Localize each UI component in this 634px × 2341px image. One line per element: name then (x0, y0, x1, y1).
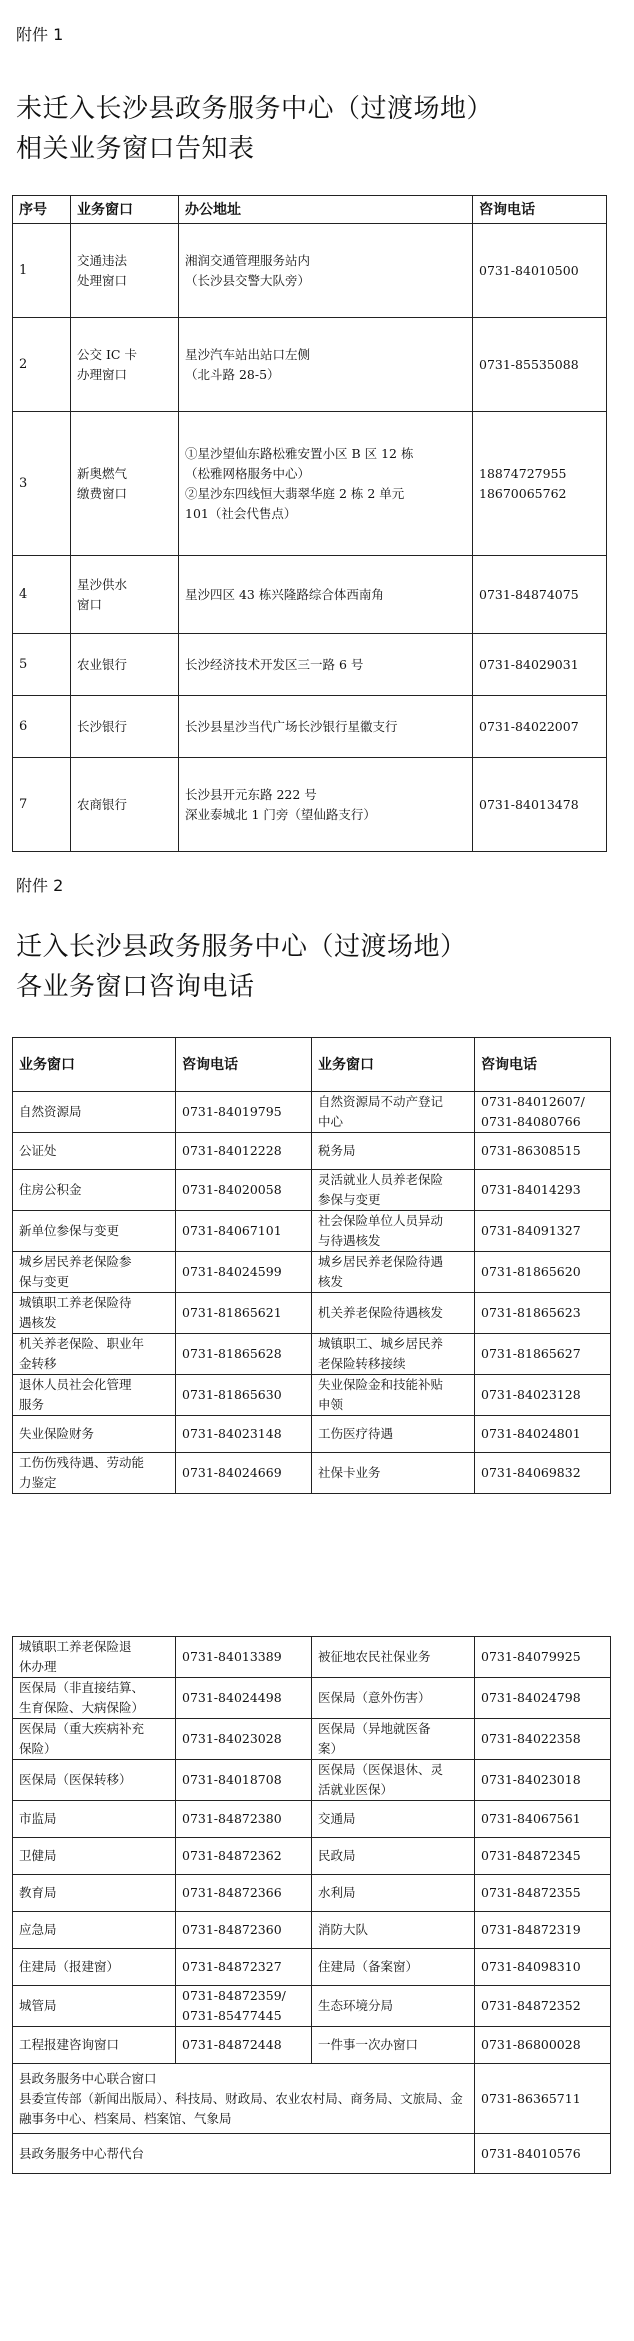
annex2-header-phone-right: 咨询电话 (475, 1038, 611, 1092)
cell-phone-left: 0731-84024669 (176, 1453, 312, 1494)
row-window: 新奥燃气 缴费窗口 (71, 412, 179, 556)
cell-window-left: 自然资源局 (13, 1092, 176, 1133)
table-row (13, 1838, 611, 1875)
cell-window-left: 城管局 (13, 1986, 176, 2027)
row-window: 星沙供水 窗口 (71, 556, 179, 634)
cell-window-left: 住建局（报建窗） (13, 1949, 176, 1986)
table-row (13, 1912, 611, 1949)
cell-window-left: 卫健局 (13, 1838, 176, 1875)
cell-phone-right: 0731-84023128 (475, 1375, 611, 1416)
table-row (13, 1293, 611, 1334)
cell-phone-right: 0731-84024798 (475, 1678, 611, 1719)
table-row (13, 1986, 611, 2027)
annex1-title-line1: 未迁入长沙县政务服务中心（过渡场地） (16, 94, 494, 124)
cell-window-right: 机关养老保险待遇核发 (312, 1293, 475, 1334)
table-row (13, 1678, 611, 1719)
cell-window-right: 被征地农民社保业务 (312, 1637, 475, 1678)
table-row (13, 318, 607, 412)
cell-window-left: 医保局（非直接结算、 生育保险、大病保险） (13, 1678, 176, 1719)
cell-phone-left: 0731-84020058 (176, 1170, 312, 1211)
cell-phone-right: 0731-86308515 (475, 1133, 611, 1170)
cell-window-right: 城乡居民养老保险待遇 核发 (312, 1252, 475, 1293)
cell-window-left: 城镇职工养老保险待 遇核发 (13, 1293, 176, 1334)
cell-phone-right: 0731-84098310 (475, 1949, 611, 1986)
cell-phone-left: 0731-81865630 (176, 1375, 312, 1416)
annex2-header-window-right: 业务窗口 (312, 1038, 475, 1092)
table-row (13, 1949, 611, 1986)
cell-phone-left: 0731-84872448 (176, 2027, 312, 2064)
table-row (13, 412, 607, 556)
agency-window-phone: 0731-84010576 (475, 2134, 611, 2174)
cell-window-left: 应急局 (13, 1912, 176, 1949)
annex2-title-line1: 迁入长沙县政务服务中心（过渡场地） (16, 932, 467, 962)
cell-window-left: 医保局（重大疾病补充 保险） (13, 1719, 176, 1760)
annex2-header-row (13, 1038, 611, 1092)
cell-window-right: 消防大队 (312, 1912, 475, 1949)
cell-window-left: 公证处 (13, 1133, 176, 1170)
cell-phone-left: 0731-84018708 (176, 1760, 312, 1801)
annex1-header-address: 办公地址 (179, 196, 473, 224)
cell-window-left: 教育局 (13, 1875, 176, 1912)
cell-window-left: 工伤伤残待遇、劳动能 力鉴定 (13, 1453, 176, 1494)
table-row (13, 1170, 611, 1211)
table-row (13, 1211, 611, 1252)
cell-phone-left: 0731-84012228 (176, 1133, 312, 1170)
annex2-table-b (12, 1636, 611, 2174)
table-row (13, 1453, 611, 1494)
row-no: 4 (13, 556, 71, 634)
annex1-title-line2: 相关业务窗口告知表 (16, 134, 255, 164)
table-row (13, 1252, 611, 1293)
table-row (13, 1133, 611, 1170)
table-row (13, 696, 607, 758)
cell-phone-right: 0731-84024801 (475, 1416, 611, 1453)
agency-window-text: 县政务服务中心帮代台 (13, 2134, 475, 2174)
table-row (13, 1092, 611, 1133)
cell-window-right: 交通局 (312, 1801, 475, 1838)
cell-window-left: 城镇职工养老保险退 休办理 (13, 1637, 176, 1678)
row-no: 6 (13, 696, 71, 758)
row-no: 5 (13, 634, 71, 696)
annex2-header-window-left: 业务窗口 (13, 1038, 176, 1092)
cell-window-left: 失业保险财务 (13, 1416, 176, 1453)
cell-phone-left: 0731-84872359/ 0731-85477445 (176, 1986, 312, 2027)
cell-phone-left: 0731-84019795 (176, 1092, 312, 1133)
row-no: 2 (13, 318, 71, 412)
annex2-label: 附件 2 (16, 876, 64, 895)
joint-window-text: 县政务服务中心联合窗口 县委宣传部（新闻出版局）、科技局、财政局、农业农村局、商务局、文旅局、金融事务中心、档案局、档案馆、气象局 (13, 2064, 475, 2134)
cell-window-right: 工伤医疗待遇 (312, 1416, 475, 1453)
joint-window-row (13, 2064, 611, 2134)
cell-window-left: 城乡居民养老保险参 保与变更 (13, 1252, 176, 1293)
cell-window-right: 医保局（医保退休、灵 活就业医保） (312, 1760, 475, 1801)
annex1-header-no: 序号 (13, 196, 71, 224)
joint-window-phone: 0731-86365711 (475, 2064, 611, 2134)
table-row (13, 1416, 611, 1453)
cell-window-left: 工程报建咨询窗口 (13, 2027, 176, 2064)
cell-window-left: 医保局（医保转移） (13, 1760, 176, 1801)
annex1-header-window: 业务窗口 (71, 196, 179, 224)
row-no: 1 (13, 224, 71, 318)
cell-phone-left: 0731-84067101 (176, 1211, 312, 1252)
cell-phone-right: 0731-84014293 (475, 1170, 611, 1211)
row-phone: 0731-84010500 (473, 224, 607, 318)
cell-window-right: 住建局（备案窗） (312, 1949, 475, 1986)
row-phone: 0731-85535088 (473, 318, 607, 412)
cell-phone-right: 0731-84872319 (475, 1912, 611, 1949)
cell-phone-left: 0731-84872360 (176, 1912, 312, 1949)
cell-phone-right: 0731-84872355 (475, 1875, 611, 1912)
row-phone: 0731-84022007 (473, 696, 607, 758)
cell-window-right: 自然资源局不动产登记 中心 (312, 1092, 475, 1133)
cell-window-right: 税务局 (312, 1133, 475, 1170)
row-address: 长沙经济技术开发区三一路 6 号 (179, 634, 473, 696)
cell-phone-right: 0731-81865627 (475, 1334, 611, 1375)
row-address: 长沙县开元东路 222 号 深业泰城北 1 门旁（望仙路支行） (179, 758, 473, 852)
row-phone: 18874727955 18670065762 (473, 412, 607, 556)
cell-phone-left: 0731-84013389 (176, 1637, 312, 1678)
table-row (13, 758, 607, 852)
table-row (13, 1719, 611, 1760)
cell-window-right: 社会保险单位人员异动 与待遇核发 (312, 1211, 475, 1252)
cell-phone-left: 0731-84023028 (176, 1719, 312, 1760)
cell-phone-left: 0731-84872366 (176, 1875, 312, 1912)
cell-window-right: 水利局 (312, 1875, 475, 1912)
cell-phone-right: 0731-84067561 (475, 1801, 611, 1838)
cell-phone-left: 0731-84024599 (176, 1252, 312, 1293)
annex1-header-phone: 咨询电话 (473, 196, 607, 224)
annex2-table-a (12, 1037, 611, 1494)
row-address: ①星沙望仙东路松雅安置小区 B 区 12 栋 （松雅网格服务中心） ②星沙东四线恒大翡翠华庭 2 栋 2 单元 101（社会代售点） (179, 412, 473, 556)
row-phone: 0731-84013478 (473, 758, 607, 852)
cell-phone-right: 0731-84091327 (475, 1211, 611, 1252)
cell-window-left: 新单位参保与变更 (13, 1211, 176, 1252)
cell-phone-right: 0731-84872352 (475, 1986, 611, 2027)
row-no: 7 (13, 758, 71, 852)
cell-window-right: 失业保险金和技能补贴 申领 (312, 1375, 475, 1416)
row-address: 星沙四区 43 栋兴隆路综合体西南角 (179, 556, 473, 634)
row-window: 交通违法 处理窗口 (71, 224, 179, 318)
cell-phone-left: 0731-84023148 (176, 1416, 312, 1453)
table-row (13, 1375, 611, 1416)
row-address: 湘润交通管理服务站内 （长沙县交警大队旁） (179, 224, 473, 318)
table-row (13, 1334, 611, 1375)
cell-window-left: 机关养老保险、职业年 金转移 (13, 1334, 176, 1375)
row-address: 长沙县星沙当代广场长沙银行星徽支行 (179, 696, 473, 758)
annex2-header-phone-left: 咨询电话 (176, 1038, 312, 1092)
cell-window-right: 灵活就业人员养老保险 参保与变更 (312, 1170, 475, 1211)
cell-phone-right: 0731-84872345 (475, 1838, 611, 1875)
cell-window-right: 社保卡业务 (312, 1453, 475, 1494)
cell-phone-right: 0731-84069832 (475, 1453, 611, 1494)
cell-phone-right: 0731-84079925 (475, 1637, 611, 1678)
cell-phone-right: 0731-84023018 (475, 1760, 611, 1801)
cell-window-right: 医保局（意外伤害） (312, 1678, 475, 1719)
cell-window-left: 住房公积金 (13, 1170, 176, 1211)
row-window: 农业银行 (71, 634, 179, 696)
cell-phone-left: 0731-84024498 (176, 1678, 312, 1719)
row-phone: 0731-84029031 (473, 634, 607, 696)
cell-window-right: 医保局（异地就医备 案） (312, 1719, 475, 1760)
cell-window-right: 一件事一次办窗口 (312, 2027, 475, 2064)
table-row (13, 1637, 611, 1678)
table-row (13, 224, 607, 318)
row-window: 公交 IC 卡 办理窗口 (71, 318, 179, 412)
cell-window-right: 城镇职工、城乡居民养 老保险转移接续 (312, 1334, 475, 1375)
cell-phone-right: 0731-84022358 (475, 1719, 611, 1760)
annex2-title-line2: 各业务窗口咨询电话 (16, 972, 255, 1002)
cell-phone-right: 0731-84012607/ 0731-84080766 (475, 1092, 611, 1133)
cell-phone-left: 0731-81865621 (176, 1293, 312, 1334)
cell-phone-left: 0731-84872380 (176, 1801, 312, 1838)
table-row (13, 2027, 611, 2064)
cell-window-left: 退休人员社会化管理 服务 (13, 1375, 176, 1416)
row-no: 3 (13, 412, 71, 556)
cell-window-right: 生态环境分局 (312, 1986, 475, 2027)
row-phone: 0731-84874075 (473, 556, 607, 634)
cell-phone-right: 0731-81865620 (475, 1252, 611, 1293)
annex1-header-row (13, 196, 607, 224)
agency-window-row (13, 2134, 611, 2174)
row-window: 长沙银行 (71, 696, 179, 758)
cell-phone-left: 0731-81865628 (176, 1334, 312, 1375)
table-row (13, 1760, 611, 1801)
row-window: 农商银行 (71, 758, 179, 852)
cell-phone-left: 0731-84872327 (176, 1949, 312, 1986)
cell-window-left: 市监局 (13, 1801, 176, 1838)
cell-window-right: 民政局 (312, 1838, 475, 1875)
table-row (13, 556, 607, 634)
annex1-table (12, 195, 607, 852)
cell-phone-right: 0731-86800028 (475, 2027, 611, 2064)
table-row (13, 634, 607, 696)
table-row (13, 1875, 611, 1912)
cell-phone-right: 0731-81865623 (475, 1293, 611, 1334)
annex1-label: 附件 1 (16, 25, 64, 44)
row-address: 星沙汽车站出站口左侧 （北斗路 28-5） (179, 318, 473, 412)
cell-phone-left: 0731-84872362 (176, 1838, 312, 1875)
table-row (13, 1801, 611, 1838)
